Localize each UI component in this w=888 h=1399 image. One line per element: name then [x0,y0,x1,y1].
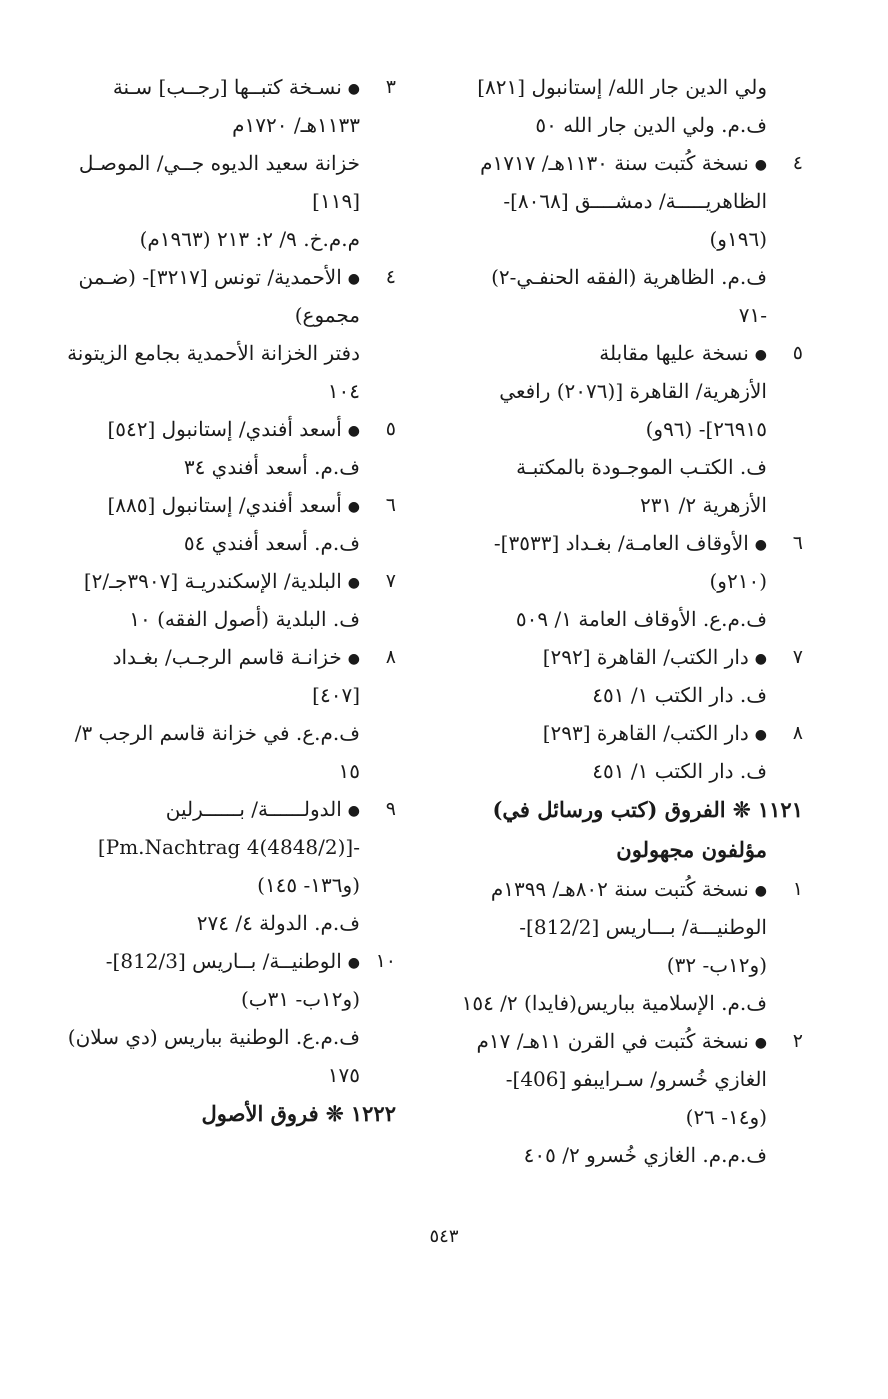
text-line: -[(4848/2)Pm.Nachtrag 4] [97,835,360,859]
entry-item [455,870,803,908]
bullet-icon: ● [347,498,360,515]
text-line: دفتر الخزانة الأحمدية بجامع الزيتونة [67,341,360,365]
entry-number: ١٠ [375,950,396,972]
entry-text: الدولــــــة/ بــــــرلين [165,797,342,821]
entry-item [48,258,396,296]
entry-body [455,144,767,182]
bullet-icon: ● [347,802,360,819]
text-line: ف.م.ع. الأوقاف العامة ١/ ٥٠٩ [515,607,767,631]
entry-text: الأوقاف العامـة/ بغـداد [٣٥٣٣]- [493,531,749,555]
entry-text: نسخة كُتبت سنة ٨٠٢هـ/ ١٣٩٩م [490,877,749,901]
entry-item [48,68,396,106]
bullet-icon: ● [754,726,767,743]
entry-number: ٧ [792,646,803,668]
text-line: ف.م. أسعد أفندي ٥٤ [183,531,360,555]
entry-body [455,334,767,372]
entry-body [48,790,360,828]
entry-number: ٦ [792,532,803,554]
entry-body [455,870,767,908]
entry-number: ٩ [385,798,396,820]
entry-number: ٣ [385,76,396,98]
text-line: ف.م. أسعد أفندي ٣٤ [183,455,360,479]
entry-number: ٥ [385,418,396,440]
entry-text: نسـخة كتبــها [رجــب] سـنة [112,75,342,99]
left-column [48,68,396,1134]
text-line: ١٥ [338,759,360,783]
bullet-icon: ● [347,422,360,439]
section-heading: ١٢٢٢ ❊ فروق الأصول [201,1101,396,1126]
entry-item [48,638,396,676]
text-line: ٢٦٩١٥]- (٩٦و) [645,417,767,441]
page-number: ٥٤٣ [429,1226,459,1247]
entry-item [455,334,803,372]
entry-number: ٦ [385,494,396,516]
text-line: [١١٩] [312,189,360,213]
text-line: ف. البلدية (أصول الفقه) ١٠ [129,607,360,631]
text-line: ف.م. ولي الدين جار الله ٥٠ [535,113,767,137]
text-line: خزانة سعيد الديوه جــي/ الموصـل [78,151,360,175]
entry-number: ٥ [792,342,803,364]
entry-text: أسعد أفندي/ إستانبول [٨٨٥] [107,493,342,517]
entry-number: ٨ [385,646,396,668]
entry-body [455,524,767,562]
entry-text: خزانـة قاسم الرجـب/ بغـداد [112,645,342,669]
entry-number: ٢ [792,1030,803,1052]
text-line: (١٩٦و) [709,227,767,251]
text-line: الأزهرية ٢/ ٢٣١ [640,493,767,517]
text-line: (و١٤- ٢٦) [685,1105,767,1129]
text-line: مجموع) [294,303,360,327]
text-line: ١١٣٣هـ/ ١٧٢٠م [232,113,360,137]
bullet-icon: ● [754,346,767,363]
text-line: ف.م. الدولة ٤/ ٢٧٤ [196,911,360,935]
entry-item [455,714,803,752]
entry-item [455,144,803,182]
entry-text: أسعد أفندي/ إستانبول [٥٤٢] [107,417,342,441]
bullet-icon: ● [754,650,767,667]
bullet-icon: ● [754,536,767,553]
entry-number: ٧ [385,570,396,592]
bullet-icon: ● [347,270,360,287]
text-line: ف. دار الكتب ١/ ٤٥١ [592,683,767,707]
text-line: الغازي خُسرو/ سـرايبفو [406]- [505,1067,767,1091]
entry-item [455,524,803,562]
entry-body [455,714,767,752]
entry-body [48,942,360,980]
entry-item [48,790,396,828]
entry-number: ١ [792,878,803,900]
text-line: (و١٢ب- ٣١ب) [240,987,360,1011]
entry-text: نسخة كُتبت في القرن ١١هـ/ ١٧م [476,1029,749,1053]
text-line: ف. دار الكتب ١/ ٤٥١ [592,759,767,783]
entry-text: نسخة عليها مقابلة [599,341,749,365]
entry-item [48,486,396,524]
entry-text: دار الكتب/ القاهرة [٢٩٢] [542,645,749,669]
entry-number: ٤ [385,266,396,288]
section-heading: ١١٢١ ❊ الفروق (كتب ورسائل في) [492,797,803,822]
entry-body [48,486,360,524]
entry-body [48,410,360,448]
entry-body [455,1022,767,1060]
entry-item [48,562,396,600]
text-line: ف.م.م. الغازي خُسرو ٢/ ٤٠٥ [523,1143,767,1167]
entry-body [48,638,360,676]
bullet-icon: ● [347,80,360,97]
entry-body [455,638,767,676]
entry-body [48,258,360,296]
entry-item [455,638,803,676]
bullet-icon: ● [754,882,767,899]
text-line: ف.م.ع. الوطنية بباريس (دي سلان) [67,1025,360,1049]
text-line: (و١٣٦- ١٤٥) [257,873,360,897]
entry-body [48,562,360,600]
right-column [455,68,803,1174]
entry-item [455,1022,803,1060]
text-line: الأزهرية/ القاهرة [(٢٠٧٦) رافعي [499,379,767,403]
entry-number: ٤ [792,152,803,174]
section-heading: مؤلفون مجهولون [616,837,767,862]
entry-text: نسخة كُتبت سنة ١١٣٠هـ/ ١٧١٧م [480,151,749,175]
entry-text: الوطنيــة/ بــاريس [812/3]- [105,949,342,973]
bullet-icon: ● [347,650,360,667]
entry-number: ٨ [792,722,803,744]
text-line: ولي الدين جار الله/ إستانبول [٨٢١] [477,75,767,99]
bullet-icon: ● [754,156,767,173]
text-line: [٤٠٧] [312,683,360,707]
text-line: ف.م. الظاهرية (الفقه الحنفـي-٢) [491,265,767,289]
entry-text: البلدية/ الإسكندريـة [٣٩٠٧جـ/٢] [83,569,342,593]
bullet-icon: ● [347,954,360,971]
entry-text: الأحمدية/ تونس [٣٢١٧]- (ضـمن [78,265,342,289]
bullet-icon: ● [347,574,360,591]
text-line: (و١٢ب- ٣٢) [666,953,767,977]
text-line: م.م.خ. ٩/ ٢: ٢١٣ (١٩٦٣م) [139,227,360,251]
text-line: الوطنيـــة/ بـــاريس [812/2]- [519,915,767,939]
text-line: (٢١٠و) [709,569,767,593]
entry-text: دار الكتب/ القاهرة [٢٩٣] [542,721,749,745]
text-line: ١٠٤ [327,379,360,403]
text-line: ف.م.ع. في خزانة قاسم الرجب ٣/ [74,721,360,745]
entry-item [48,410,396,448]
text-line: الظاهريـــــة/ دمشــــق [٨٠٦٨]- [503,189,767,213]
text-line: ف. الكتـب الموجـودة بالمكتبـة [516,455,767,479]
bullet-icon: ● [754,1034,767,1051]
text-line: ف.م. الإسلامية بباريس(فايدا) ٢/ ١٥٤ [461,991,767,1015]
entry-item [48,942,396,980]
text-line: ١٧٥ [327,1063,360,1087]
text-line: -٧١ [738,303,767,327]
entry-body [48,68,360,106]
